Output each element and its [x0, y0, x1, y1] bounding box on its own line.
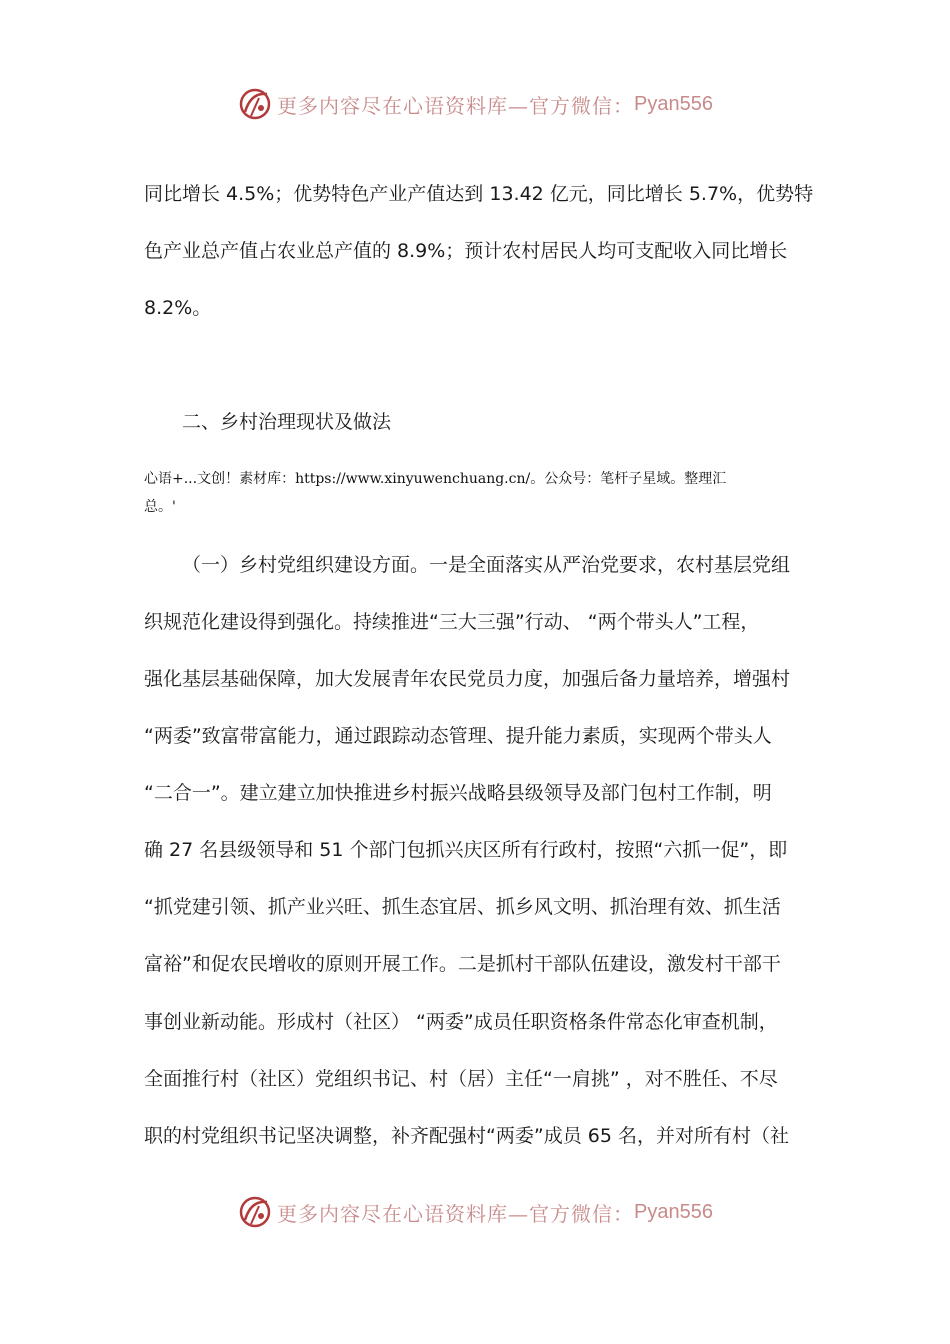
brand-logo-icon	[237, 86, 273, 122]
source-note-line: 总。'	[144, 499, 176, 515]
source-note-line: 心语+...文创！素材库：https://www.xinyuwenchuang.cn/。公众号：笔杆子星域。整理汇	[144, 471, 727, 487]
header-banner	[0, 82, 950, 126]
body-line: 确 27 名县级领导和 51 个部门包抓兴庆区所有行政村，按照“六抓一促”，即	[144, 839, 788, 861]
body-line: 职的村党组织书记坚决调整，补齐配强村“两委”成员 65 名，并对所有村（社	[144, 1125, 789, 1147]
body-line: 8.2%。	[144, 297, 212, 319]
body-line: 强化基层基础保障，加大发展青年农民党员力度，加强后备力量培养，增强村	[144, 668, 791, 690]
body-line: 色产业总产值占农业总产值的 8.9%；预计农村居民人均可支配收入同比增长	[144, 240, 788, 262]
brand-logo-icon	[237, 1194, 273, 1230]
body-line: 事创业新动能。形成村（社区） “两委”成员任职资格条件常态化审查机制，	[144, 1011, 778, 1033]
banner-text: 更多内容尽在心语资料库—官方微信：	[277, 1201, 635, 1226]
body-line: 织规范化建设得到强化。持续推进“三大三强”行动、 “两个带头人”工程，	[144, 611, 760, 633]
footer-banner	[0, 1190, 950, 1234]
body-line: 同比增长 4.5%；优势特色产业产值达到 13.42 亿元，同比增长 5.7%，优势特	[144, 183, 814, 205]
body-line: “二合一”。建立建立加快推进乡村振兴战略县级领导及部门包村工作制，明	[144, 782, 772, 804]
banner-wechat-handle: Pyan556	[634, 92, 713, 115]
body-line: “两委”致富带富能力，通过跟踪动态管理、提升能力素质，实现两个带头人	[144, 725, 772, 747]
body-line: 全面推行村（社区）党组织书记、村（居）主任“一肩挑” ，对不胜任、不尽	[144, 1068, 778, 1090]
banner-text: 更多内容尽在心语资料库—官方微信：	[277, 93, 635, 118]
body-line: 富裕”和促农民增收的原则开展工作。二是抓村干部队伍建设，激发村干部干	[144, 953, 781, 975]
body-line: （一）乡村党组织建设方面。一是全面落实从严治党要求，农村基层党组	[182, 554, 791, 576]
section-heading: 二、乡村治理现状及做法	[182, 411, 392, 433]
banner-wechat-handle: Pyan556	[634, 1200, 713, 1223]
body-line: “抓党建引领、抓产业兴旺、抓生态宜居、抓乡风文明、抓治理有效、抓生活	[144, 896, 781, 918]
